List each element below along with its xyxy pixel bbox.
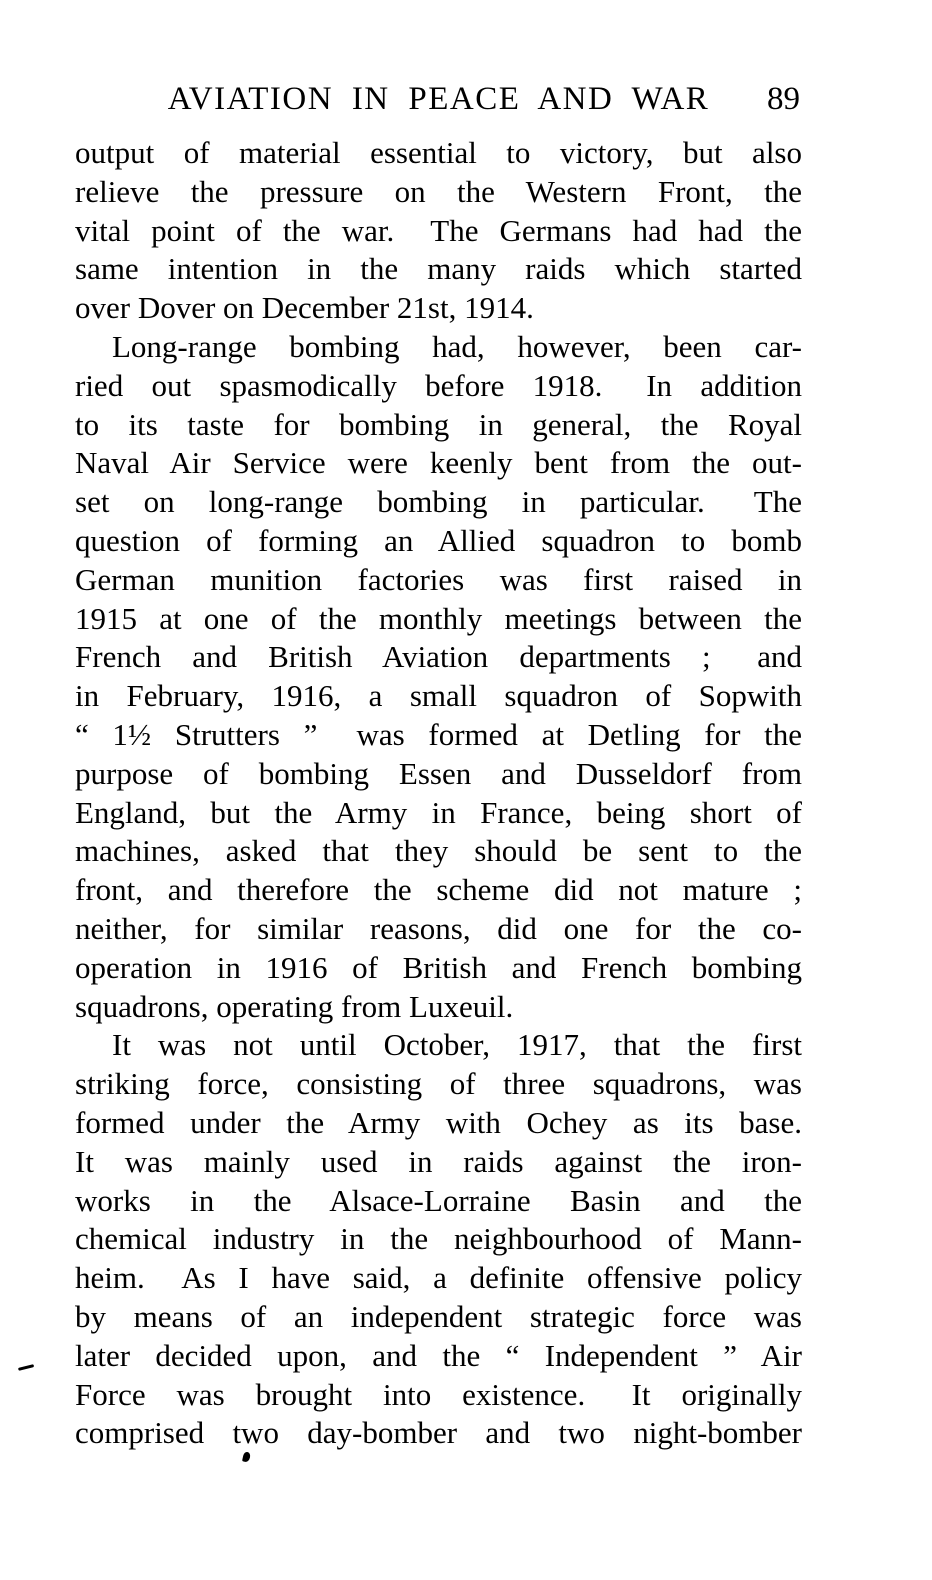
text-line: chemical industry in the neighbourhood of Mann- [75, 1221, 802, 1257]
text-line: ried out spasmodically before 1918. In addition [75, 367, 802, 403]
text-line: works in the Alsace-Lorraine Basin and the [75, 1182, 802, 1218]
page-number: 89 [767, 81, 800, 117]
text-line: output of material essential to victory, but also [75, 135, 802, 170]
margin-ink-mark [18, 1364, 34, 1370]
text-line: operation in 1916 of British and French bombing [75, 949, 802, 985]
text-line: German munition factories was first raised in [75, 561, 802, 597]
text-line: 1915 at one of the monthly meetings between the [75, 600, 802, 636]
text-line: formed under the Army with Ochey as its base. [75, 1104, 802, 1140]
text-line: French and British Aviation departments ; and [75, 639, 802, 675]
text-line: later decided upon, and the “ Independent ” Air [75, 1337, 802, 1373]
text-line: squadrons, operating from Luxeuil. [75, 988, 514, 1024]
page-body [75, 134, 802, 1453]
text-line: striking force, consisting of three squadrons, was [75, 1066, 802, 1102]
text-line: in February, 1916, a small squadron of Sopwith [75, 678, 802, 714]
text-line: purpose of bombing Essen and Dusseldorf from [75, 755, 802, 791]
text-line: heim. As I have said, a definite offensive policy [75, 1260, 802, 1296]
text-line: “ 1½ Strutters ” was formed at Detling for the [75, 716, 802, 752]
text-line: It was not until October, 1917, that the first [112, 1027, 802, 1063]
text-line: same intention in the many raids which started [75, 251, 802, 287]
text-line: It was mainly used in raids against the iron- [75, 1143, 802, 1179]
text-line: to its taste for bombing in general, the Royal [75, 406, 802, 442]
text-line: Naval Air Service were keenly bent from the out- [75, 445, 802, 481]
page-header [75, 78, 802, 120]
text-line: Force was brought into existence. It originally [75, 1376, 802, 1412]
running-title: AVIATION IN PEACE AND WAR [167, 81, 710, 117]
text-line: machines, asked that they should be sent to the [75, 833, 802, 869]
text-line: set on long-range bombing in particular. The [75, 484, 802, 520]
text-line: by means of an independent strategic force was [75, 1298, 802, 1334]
ink-speck [242, 1451, 251, 1462]
text-line: question of forming an Allied squadron to bomb [75, 522, 802, 558]
text-line: neither, for similar reasons, did one for the co- [75, 910, 802, 946]
text-line: Long-range bombing had, however, been car- [112, 328, 802, 364]
text-line: front, and therefore the scheme did not mature ; [75, 872, 802, 908]
text-line: vital point of the war. The Germans had had the [75, 212, 802, 248]
text-line: comprised two day-bomber and two night-bomber [75, 1415, 802, 1451]
text-line: relieve the pressure on the Western Front, the [75, 173, 802, 209]
text-line: England, but the Army in France, being short of [75, 794, 802, 830]
text-line: over Dover on December 21st, 1914. [75, 290, 534, 326]
